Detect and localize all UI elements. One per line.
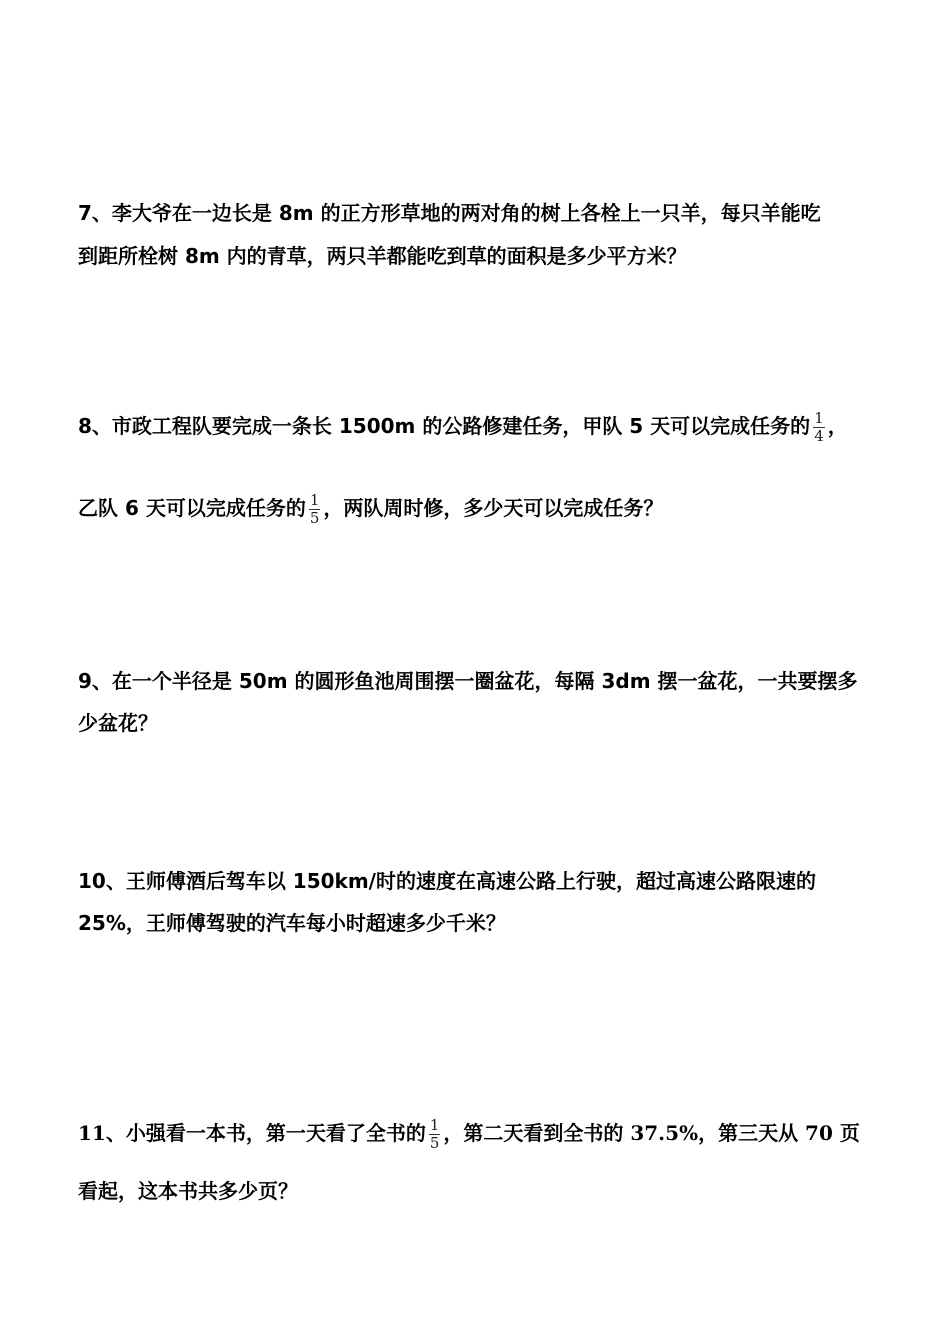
question-8-text-3: ，两队周时修，多少天可以完成任务？ [323,496,664,520]
fraction-one-fifth-q11: $\frac{1}{5}$ [429,1116,440,1152]
question-8-text-2: 乙队 6 天可以完成任务的 [78,496,306,520]
fraction-one-fifth: $\frac{1}{5}$ [309,491,320,527]
question-8-text: 8、市政工程队要完成一条长 1500m 的公路修建任务，甲队 5 天可以完成任务的 [78,414,811,438]
question-10-line-2: 25%，王师傅驾驶的汽车每小时超速多少千米？ [78,911,506,935]
question-7-line-1: 7、李大爷在一边长是 8m 的正方形草地的两对角的树上各栓上一只羊，每只羊能吃 [78,201,821,225]
question-11-text: 11、小强看一本书，第一天看了全书的 [78,1121,426,1145]
question-11-line-2: 看起，这本书共多少页？ [78,1179,298,1203]
fraction-one-quarter: $\frac{1}{4}$ [814,409,824,445]
question-9-line-1: 9、在一个半径是 50m 的圆形鱼池周围摆一圈盆花，每隔 3dm 摆一盆花，一共要摆多 [78,669,858,693]
question-11-text-2: ，第二天看到全书的 37.5%，第三天从 70 页 [443,1121,860,1145]
question-10-line-1: 10、王师傅酒后驾车以 150km/时的速度在高速公路上行驶，超过高速公路限速的 [78,869,816,893]
question-11-line-1 [78,1117,860,1152]
question-8-line-2 [78,492,663,527]
question-8-punct: ， [827,414,848,438]
question-8-line-1 [78,410,848,445]
question-9-line-2: 少盆花？ [78,711,158,735]
question-7-line-2: 到距所栓树 8m 内的青草，两只羊都能吃到草的面积是多少平方米？ [78,244,687,268]
